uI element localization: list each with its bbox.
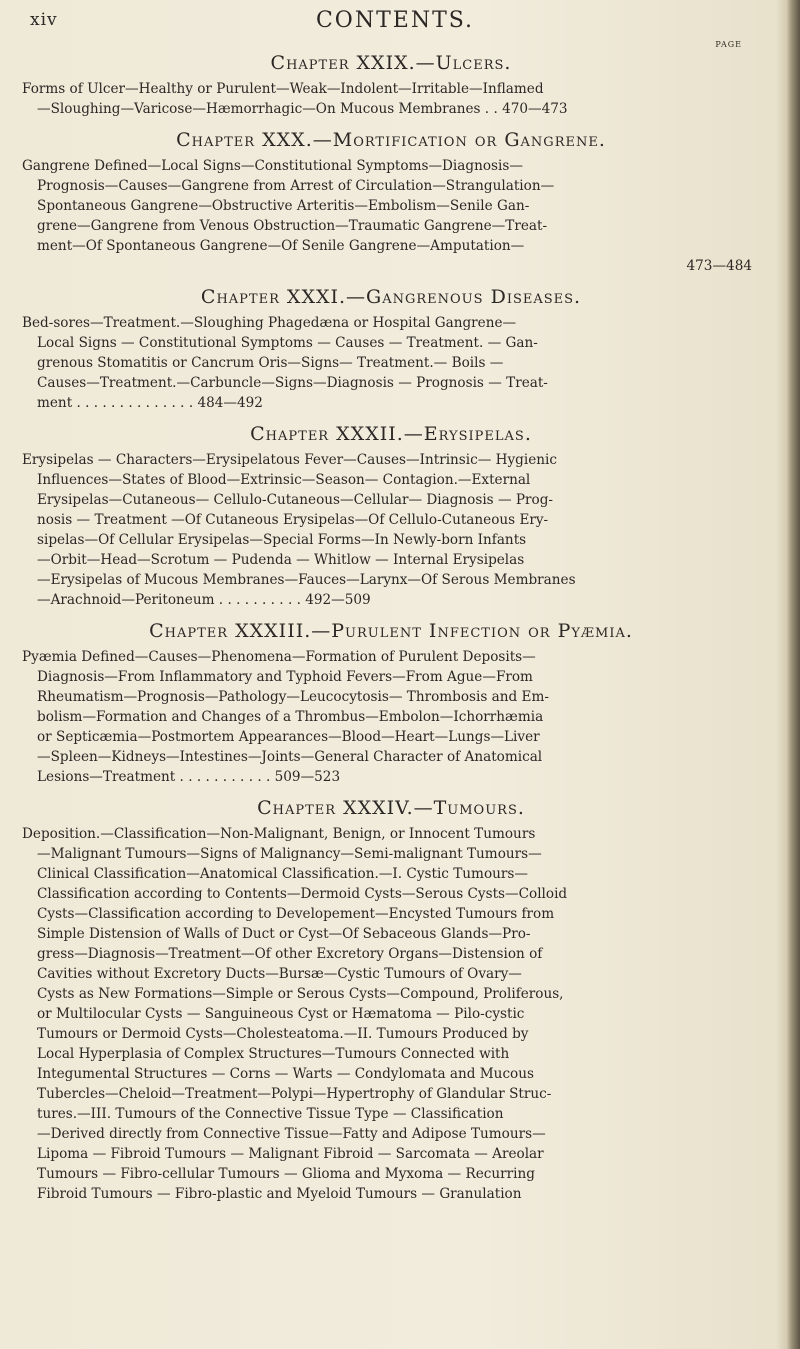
chapter-entry-xxxii bbox=[22, 423, 760, 610]
chapter-summary bbox=[22, 647, 760, 787]
summary-line: Lipoma — Fibroid Tumours — Malignant Fibroid — Sarcomata — Areolar bbox=[37, 1146, 544, 1162]
summary-line: Prognosis—Causes—Gangrene from Arrest of Circulation—Strangulation— bbox=[37, 178, 555, 194]
chapter-title: Chapter XXXII.—Erysipelas. bbox=[250, 423, 532, 445]
summary-line: Spontaneous Gangrene—Obstructive Arteritis—Embolism—Senile Gan- bbox=[37, 198, 530, 214]
summary-line: Classification according to Contents—Dermoid Cysts—Serous Cysts—Colloid bbox=[37, 886, 568, 902]
summary-line: —Orbit—Head—Scrotum — Pudenda — Whitlow — Internal Erysipelas bbox=[37, 552, 525, 568]
chapter-entry-xxix bbox=[22, 52, 760, 119]
summary-line: Deposition.—Classification—Non-Malignant, Benign, or Innocent Tumours bbox=[22, 826, 536, 842]
summary-line: grenous Stomatitis or Cancrum Oris—Signs— Treatment.— Boils — bbox=[37, 355, 504, 371]
summary-line: Local Hyperplasia of Complex Structures—Tumours Connected with bbox=[37, 1046, 510, 1062]
summary-line: Cysts—Classification according to Developement—Encysted Tumours from bbox=[37, 906, 555, 922]
summary-line: tures.—III. Tumours of the Connective Tissue Type — Classification bbox=[37, 1106, 504, 1122]
summary-line: Fibroid Tumours — Fibro-plastic and Myeloid Tumours — Granulation bbox=[37, 1186, 522, 1202]
summary-line: Clinical Classification—Anatomical Classification.—I. Cystic Tumours— bbox=[37, 866, 528, 882]
summary-line: Cavities without Excretory Ducts—Bursæ—Cystic Tumours of Ovary— bbox=[37, 966, 522, 982]
summary-line: sipelas—Of Cellular Erysipelas—Special Forms—In Newly-born Infants bbox=[37, 532, 527, 548]
summary-line: Tumours — Fibro-cellular Tumours — Glioma and Myxoma — Recurring bbox=[37, 1166, 535, 1182]
summary-line: Diagnosis—From Inflammatory and Typhoid Fevers—From Ague—From bbox=[37, 669, 533, 685]
summary-line: Simple Distension of Walls of Duct or Cyst—Of Sebaceous Glands—Pro- bbox=[37, 926, 531, 942]
page-range: 473—484 bbox=[686, 258, 752, 274]
summary-line: Gangrene Defined—Local Signs—Constitutional Symptoms—Diagnosis— bbox=[22, 158, 523, 174]
summary-line: Local Signs — Constitutional Symptoms — Causes — Treatment. — Gan- bbox=[37, 335, 538, 351]
summary-line: gress—Diagnosis—Treatment—Of other Excretory Organs—Distension of bbox=[37, 946, 543, 962]
summary-line: —Sloughing—Varicose—Hæmorrhagic—On Mucous Membranes . . 470—473 bbox=[37, 101, 568, 117]
summary-line: or Multilocular Cysts — Sanguineous Cyst or Hæmatoma — Pilo-cystic bbox=[37, 1006, 525, 1022]
summary-line: Causes—Treatment.—Carbuncle—Signs—Diagnosis — Prognosis — Treat- bbox=[37, 375, 548, 391]
summary-line: bolism—Formation and Changes of a Thrombus—Embolon—Ichorrhæmia bbox=[37, 709, 544, 725]
running-head bbox=[30, 8, 760, 38]
chapter-title: Chapter XXXIV.—Tumours. bbox=[257, 797, 525, 819]
chapter-entry-xxxiii bbox=[22, 620, 760, 787]
summary-line: —Spleen—Kidneys—Intestines—Joints—General Character of Anatomical bbox=[37, 749, 543, 765]
summary-line: Tumours or Dermoid Cysts—Cholesteatoma.—II. Tumours Produced by bbox=[37, 1026, 529, 1042]
summary-line: Lesions—Treatment . . . . . . . . . . . 509—523 bbox=[37, 769, 341, 785]
page-edge-shadow bbox=[786, 0, 800, 1349]
chapter-title: Chapter XXX.—Mortification or Gangrene. bbox=[176, 129, 606, 151]
chapter-entry-xxxi bbox=[22, 286, 760, 413]
summary-line: Tubercles—Cheloid—Treatment—Polypi—Hypertrophy of Glandular Struc- bbox=[37, 1086, 552, 1102]
summary-line: —Malignant Tumours—Signs of Malignancy—Semi-malignant Tumours— bbox=[37, 846, 542, 862]
summary-line: —Arachnoid—Peritoneum . . . . . . . . . . 492—509 bbox=[37, 592, 371, 608]
chapter-title: Chapter XXXIII.—Purulent Infection or Pyæmia. bbox=[149, 620, 633, 642]
page-column-label: PAGE bbox=[715, 40, 742, 49]
chapter-entry-xxxiv bbox=[22, 797, 760, 1204]
chapter-title: Chapter XXXI.—Gangrenous Diseases. bbox=[200, 286, 582, 308]
chapter-summary bbox=[22, 79, 760, 119]
summary-line: Influences—States of Blood—Extrinsic—Season— Contagion.—External bbox=[37, 472, 531, 488]
summary-line: Erysipelas—Cutaneous— Cellulo-Cutaneous—Cellular— Diagnosis — Prog- bbox=[37, 492, 554, 508]
chapter-summary bbox=[22, 156, 760, 276]
chapter-entry-xxx bbox=[22, 129, 760, 276]
summary-line: Integumental Structures — Corns — Warts — Condylomata and Mucous bbox=[37, 1066, 534, 1082]
summary-line: ment—Of Spontaneous Gangrene—Of Senile Gangrene—Amputation— bbox=[37, 238, 525, 254]
summary-line: Forms of Ulcer—Healthy or Purulent—Weak—Indolent—Irritable—Inflamed bbox=[22, 81, 544, 97]
chapter-summary bbox=[22, 450, 760, 610]
page-title: CONTENTS. bbox=[315, 8, 475, 33]
summary-line: —Derived directly from Connective Tissue—Fatty and Adipose Tumours— bbox=[37, 1126, 546, 1142]
summary-line: nosis — Treatment —Of Cutaneous Erysipelas—Of Cellulo-Cutaneous Ery- bbox=[37, 512, 549, 528]
summary-line: ment . . . . . . . . . . . . . . 484—492 bbox=[37, 395, 263, 411]
summary-line: —Erysipelas of Mucous Membranes—Fauces—Larynx—Of Serous Membranes bbox=[37, 572, 576, 588]
summary-line: or Septicæmia—Postmortem Appearances—Blood—Heart—Lungs—Liver bbox=[37, 729, 540, 745]
contents-list bbox=[22, 46, 760, 1214]
chapter-title: Chapter XXIX.—Ulcers. bbox=[270, 52, 512, 74]
summary-line: Bed-sores—Treatment.—Sloughing Phagedæna or Hospital Gangrene— bbox=[22, 315, 517, 331]
summary-line: Cysts as New Formations—Simple or Serous Cysts—Compound, Proliferous, bbox=[37, 986, 564, 1002]
summary-line: Erysipelas — Characters—Erysipelatous Fever—Causes—Intrinsic— Hygienic bbox=[22, 452, 557, 468]
summary-line: Rheumatism—Prognosis—Pathology—Leucocytosis— Thrombosis and Em- bbox=[37, 689, 549, 705]
summary-line: grene—Gangrene from Venous Obstruction—Traumatic Gangrene—Treat- bbox=[37, 218, 548, 234]
chapter-summary bbox=[22, 313, 760, 413]
summary-line: Pyæmia Defined—Causes—Phenomena—Formation of Purulent Deposits— bbox=[22, 649, 536, 665]
chapter-summary bbox=[22, 824, 760, 1204]
page-folio: xiv bbox=[30, 10, 58, 30]
